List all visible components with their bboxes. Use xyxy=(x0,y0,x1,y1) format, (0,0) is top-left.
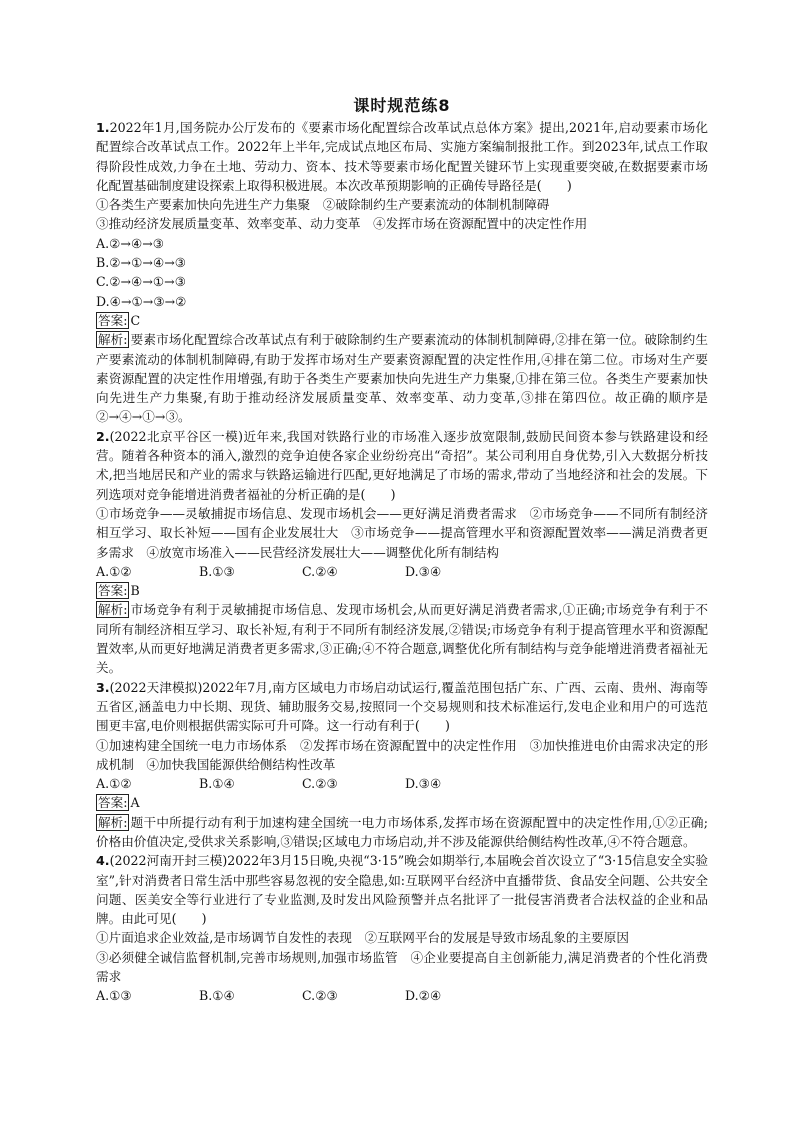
statement-line: ③推动经济发展质量变革、效率变革、动力变革 ④发挥市场在资源配置中的决定性作用 xyxy=(96,216,588,232)
explanation-text: 市场竞争有利于灵敏捕捉市场信息、发现市场机会,从而更好满足消费者需求,①正确;市场竞争有利于不同所有制经济相互学习、取长补短,有利于不同所有制经济发展,②错误;市场竞争有利于提高管理水平和资源配置效率,从而更好地满足消费者更多需求,③正确;④不符合题意,调整优化所有制结构与竞争能增进消费者福祉无关。 xyxy=(96,602,708,676)
page-title: 课时规范练8 xyxy=(353,96,451,115)
question-3 xyxy=(96,678,708,852)
question-stem xyxy=(96,678,708,736)
statement-line: ①片面追求企业效益,是市场调节自发性的表现 ②互联网平台的发展是导致市场乱象的主要原因 xyxy=(96,930,629,946)
question-number: 3. xyxy=(96,679,110,695)
explanation xyxy=(96,330,708,426)
explanation-text: 题干中所提行动有利于加速构建全国统一电力市场体系,发挥市场在资源配置中的决定性作用,①②正确;价格由价值决定,受供求关系影响,③错误;区域电力市场启动,并不涉及能源供给侧结构性改革,④不符合题意。 xyxy=(96,814,708,849)
option-a: A.①② xyxy=(96,776,132,792)
option-b: B.①③ xyxy=(199,563,235,579)
option-a: A.②→④→③ xyxy=(96,235,165,251)
statement-line: ③必须健全诚信监督机制,完善市场规则,加强市场监管 ④企业要提高自主创新能力,满足消费者的个性化消费需求 xyxy=(96,949,708,985)
statement-line: ①各类生产要素加快向先进生产力集聚 ②破除制约生产要素流动的体制机制障碍 xyxy=(96,197,550,213)
option-c: C.②③ xyxy=(302,988,338,1004)
explanation xyxy=(96,813,708,852)
option-c: C.②③ xyxy=(302,776,338,792)
answer-tag: 答案: xyxy=(98,312,128,328)
option-d: D.④→①→③→② xyxy=(96,293,187,309)
option-c: C.②④ xyxy=(302,563,338,579)
statement-line: ①加速构建全国统一电力市场体系 ②发挥市场在资源配置中的决定性作用 ③加快推进电价由需求决定的形成机制 ④加快我国能源供给侧结构性改革 xyxy=(96,737,708,772)
option-b: B.②→①→④→③ xyxy=(96,255,187,271)
answer-line xyxy=(96,793,708,812)
answer-tag: 答案: xyxy=(98,795,128,811)
question-stem xyxy=(96,851,708,928)
question-text: 2022年1月,国务院办公厅发布的《要素市场化配置综合改革试点总体方案》提出,2021年,启动要素市场化配置综合改革试点工作。2022年上半年,完成试点地区布局、实施方案编制报批工作。到2023年,试点工作取得阶段性成效,力争在土地、劳动力、资本、技术等要素市场化配置关键环节上实现重要突破,在数据要素市场化配置基础制度建设探索上取得积极进展。本次改革预期影响的正确传导路径是( ) xyxy=(96,120,708,193)
option-d: D.③④ xyxy=(405,776,442,792)
statement-line: ①市场竞争——灵敏捕捉市场信息、发现市场机会——更好满足消费者需求 ②市场竞争——不同所有制经济相互学习、取长补短——国有企业发展壮大 ③市场竞争——提高管理水平和资源配置效率——满足消费者更多需求 ④放宽市场准入——民营经济发展壮大——调整优化所有制结构 xyxy=(96,505,708,560)
question-stem xyxy=(96,427,708,504)
answer-value: C xyxy=(130,312,141,328)
options-row xyxy=(96,562,708,581)
option-a: A.①② xyxy=(96,563,132,579)
question-stem xyxy=(96,118,708,195)
option-b: B.①④ xyxy=(199,988,235,1004)
question-2 xyxy=(96,427,708,678)
question-text: (2022北京平谷区一模)近年来,我国对铁路行业的市场准入逐步放宽限制,鼓励民间资本参与铁路建设和经营。随着各种资本的涌入,激烈的竞争迫使各家企业纷纷亮出“奇招”。某公司利用自身优势,引入大数据分析技术,把当地居民和产业的需求与铁路运输进行匹配,更好地满足了市场的需求,带动了当地经济和社会的发展。下列选项对竞争能增进消费者福祉的分析正确的是( ) xyxy=(96,428,708,502)
question-text: (2022河南开封三模)2022年3月15日晚,央视“3·15”晚会如期举行,本届晚会首次设立了“3·15信息安全实验室”,针对消费者日常生活中那些容易忽视的安全隐患,如:互联网平台经济中直播带货、食品安全问题、公共安全问题、医美安全等行业进行了专业监测,及时发出风险预警并点名批评了一批侵害消费者合法权益的企业和品牌。由此可见( ) xyxy=(96,853,708,927)
explanation-tag: 解析: xyxy=(98,602,128,618)
question-number: 1. xyxy=(96,120,110,135)
explanation-tag: 解析: xyxy=(98,332,128,348)
answer-value: A xyxy=(130,795,140,811)
option-a: A.①③ xyxy=(96,988,132,1004)
explanation xyxy=(96,600,708,677)
answer-line xyxy=(96,311,708,330)
question-4 xyxy=(96,851,708,1005)
answer-line xyxy=(96,581,708,600)
option-d: D.②④ xyxy=(405,988,442,1004)
option-d: D.③④ xyxy=(405,563,442,579)
answer-value: B xyxy=(130,583,140,599)
explanation-text: 要素市场化配置综合改革试点有利于破除制约生产要素流动的体制机制障碍,②排在第一位。破除制约生产要素流动的体制机制障碍,有助于发挥市场对生产要素资源配置的决定性作用,④排在第二位。市场对生产要素资源配置的决定性作用增强,有助于各类生产要素加快向先进生产力集聚,①排在第三位。各类生产要素加快向先进生产力集聚,有助于推动经济发展质量变革、效率变革、动力变革,③排在第四位。故正确的顺序是②→④→①→③。 xyxy=(96,332,708,425)
options-row xyxy=(96,986,708,1005)
question-number: 2. xyxy=(96,428,110,444)
options-row xyxy=(96,774,708,793)
question-1 xyxy=(96,118,708,427)
worksheet-page xyxy=(96,96,708,1006)
question-number: 4. xyxy=(96,853,110,869)
question-text: (2022天津模拟)2022年7月,南方区域电力市场启动试运行,覆盖范围包括广东、广西、云南、贵州、海南等五省区,涵盖电力中长期、现货、辅助服务交易,按照同一个交易规则和技术标准运行,发电企业和用户的可选范围更丰富,电价则根据供需实际可升可降。这一行动有利于( ) xyxy=(96,679,708,734)
answer-tag: 答案: xyxy=(98,583,128,599)
option-b: B.①④ xyxy=(199,776,235,792)
explanation-tag: 解析: xyxy=(98,814,128,830)
option-c: C.②→④→①→③ xyxy=(96,274,187,290)
